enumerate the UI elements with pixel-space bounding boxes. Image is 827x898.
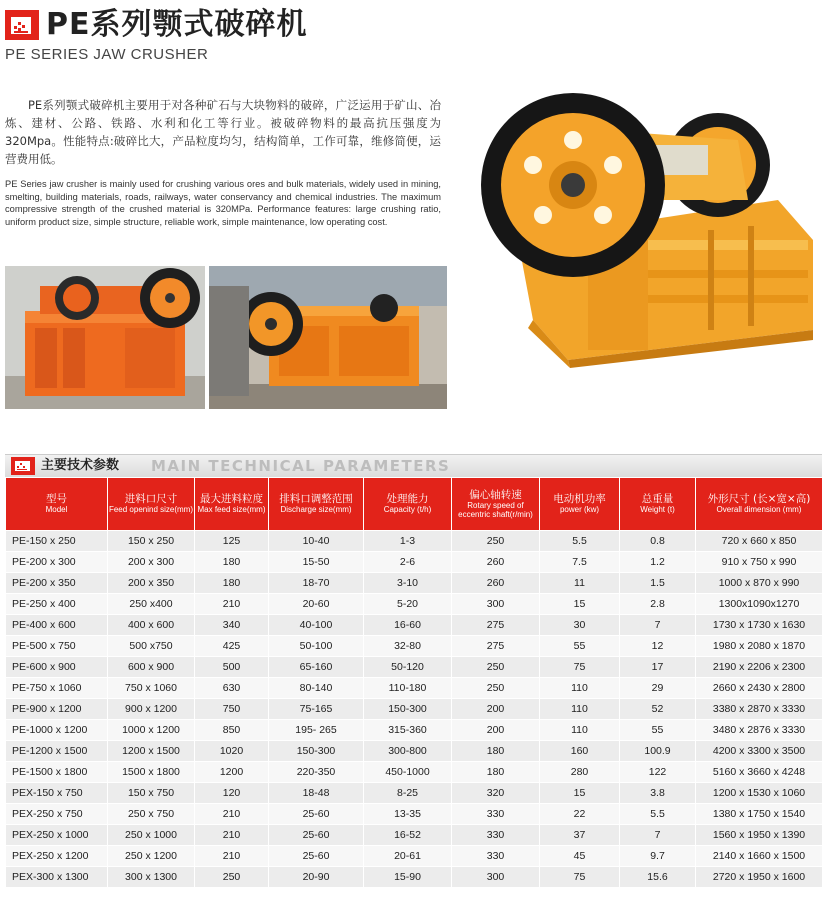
cell-max-feed: 125 — [195, 531, 269, 552]
cell-discharge: 25-60 — [269, 846, 364, 867]
cell-discharge: 65-160 — [269, 657, 364, 678]
cell-discharge: 10-40 — [269, 531, 364, 552]
cell-weight: 12 — [620, 636, 696, 657]
cell-feed-size: 150 x 250 — [108, 531, 195, 552]
cell-model: PEX-250 x 1200 — [6, 846, 108, 867]
cell-dimension: 910 x 750 x 990 — [696, 552, 823, 573]
column-header-power: 电动机功率 power (kw) — [540, 478, 620, 531]
cell-capacity: 16-52 — [364, 825, 452, 846]
cell-feed-size: 750 x 1060 — [108, 678, 195, 699]
cell-dimension: 1980 x 2080 x 1870 — [696, 636, 823, 657]
cell-power: 110 — [540, 699, 620, 720]
cell-model: PE-500 x 750 — [6, 636, 108, 657]
cell-model: PE-900 x 1200 — [6, 699, 108, 720]
cell-max-feed: 210 — [195, 825, 269, 846]
cell-model: PE-250 x 400 — [6, 594, 108, 615]
cell-max-feed: 210 — [195, 804, 269, 825]
cell-feed-size: 150 x 750 — [108, 783, 195, 804]
cell-model: PE-1200 x 1500 — [6, 741, 108, 762]
cell-power: 45 — [540, 846, 620, 867]
table-row — [6, 720, 823, 741]
cell-discharge: 50-100 — [269, 636, 364, 657]
cell-max-feed: 180 — [195, 552, 269, 573]
cell-weight: 52 — [620, 699, 696, 720]
cell-max-feed: 630 — [195, 678, 269, 699]
cell-power: 110 — [540, 678, 620, 699]
cell-capacity: 15-90 — [364, 867, 452, 888]
cell-discharge: 18-48 — [269, 783, 364, 804]
cell-dimension: 1730 x 1730 x 1630 — [696, 615, 823, 636]
table-header-row — [6, 478, 823, 531]
column-header-feed-size: 进料口尺寸 Feed openind size(mm) — [108, 478, 195, 531]
cell-capacity: 110-180 — [364, 678, 452, 699]
cell-rotary-speed: 320 — [452, 783, 540, 804]
cell-rotary-speed: 260 — [452, 552, 540, 573]
cell-model: PE-1500 x 1800 — [6, 762, 108, 783]
cell-discharge: 40-100 — [269, 615, 364, 636]
cell-discharge: 20-60 — [269, 594, 364, 615]
cell-max-feed: 425 — [195, 636, 269, 657]
cell-power: 30 — [540, 615, 620, 636]
table-row — [6, 678, 823, 699]
cell-capacity: 5-20 — [364, 594, 452, 615]
cell-rotary-speed: 330 — [452, 825, 540, 846]
column-header-max-feed: 最大进料粒度 Max feed size(mm) — [195, 478, 269, 531]
cell-capacity: 16-60 — [364, 615, 452, 636]
cell-max-feed: 120 — [195, 783, 269, 804]
section-title-english: MAIN TECHNICAL PARAMETERS — [151, 457, 451, 475]
cell-weight: 5.5 — [620, 804, 696, 825]
cell-weight: 9.7 — [620, 846, 696, 867]
cell-capacity: 32-80 — [364, 636, 452, 657]
cell-feed-size: 600 x 900 — [108, 657, 195, 678]
cell-max-feed: 850 — [195, 720, 269, 741]
column-header-capacity: 处理能力 Capacity (t/h) — [364, 478, 452, 531]
cell-rotary-speed: 330 — [452, 804, 540, 825]
cell-max-feed: 250 — [195, 867, 269, 888]
cell-rotary-speed: 250 — [452, 657, 540, 678]
cell-capacity: 3-10 — [364, 573, 452, 594]
table-row — [6, 594, 823, 615]
cell-dimension: 1560 x 1950 x 1390 — [696, 825, 823, 846]
cell-power: 11 — [540, 573, 620, 594]
table-row — [6, 657, 823, 678]
cell-max-feed: 1020 — [195, 741, 269, 762]
brand-logo-icon — [5, 10, 39, 40]
table-row — [6, 762, 823, 783]
cell-dimension: 1380 x 1750 x 1540 — [696, 804, 823, 825]
cell-weight: 122 — [620, 762, 696, 783]
column-header-weight: 总重量 Weight (t) — [620, 478, 696, 531]
cell-discharge: 25-60 — [269, 825, 364, 846]
cell-weight: 29 — [620, 678, 696, 699]
machine-photo-side — [209, 266, 447, 409]
column-header-rotary-speed: 偏心轴转速 Rotary speed of eccentric shaft(r/min) — [452, 478, 540, 531]
cell-model: PE-150 x 250 — [6, 531, 108, 552]
cell-power: 22 — [540, 804, 620, 825]
table-row — [6, 846, 823, 867]
cell-discharge: 18-70 — [269, 573, 364, 594]
cell-model: PEX-250 x 750 — [6, 804, 108, 825]
cell-model: PE-750 x 1060 — [6, 678, 108, 699]
cell-model: PE-200 x 350 — [6, 573, 108, 594]
cell-max-feed: 340 — [195, 615, 269, 636]
cell-power: 110 — [540, 720, 620, 741]
cell-weight: 7 — [620, 615, 696, 636]
cell-power: 55 — [540, 636, 620, 657]
cell-feed-size: 200 x 350 — [108, 573, 195, 594]
table-row — [6, 741, 823, 762]
table-row — [6, 636, 823, 657]
cell-feed-size: 1000 x 1200 — [108, 720, 195, 741]
cell-model: PEX-300 x 1300 — [6, 867, 108, 888]
cell-rotary-speed: 300 — [452, 594, 540, 615]
machine-photo-front — [5, 266, 205, 409]
cell-weight: 100.9 — [620, 741, 696, 762]
cell-dimension: 1200 x 1530 x 1060 — [696, 783, 823, 804]
table-row — [6, 783, 823, 804]
cell-feed-size: 900 x 1200 — [108, 699, 195, 720]
cell-capacity: 150-300 — [364, 699, 452, 720]
cell-weight: 7 — [620, 825, 696, 846]
cell-feed-size: 200 x 300 — [108, 552, 195, 573]
cell-capacity: 1-3 — [364, 531, 452, 552]
cell-weight: 1.2 — [620, 552, 696, 573]
cell-discharge: 15-50 — [269, 552, 364, 573]
cell-weight: 15.6 — [620, 867, 696, 888]
section-title-chinese: 主要技术参数 — [41, 458, 120, 473]
cell-dimension: 4200 x 3300 x 3500 — [696, 741, 823, 762]
cell-rotary-speed: 250 — [452, 678, 540, 699]
cell-discharge: 25-60 — [269, 804, 364, 825]
cell-capacity: 2-6 — [364, 552, 452, 573]
cell-power: 7.5 — [540, 552, 620, 573]
section-header-bar — [5, 454, 822, 477]
cell-rotary-speed: 260 — [452, 573, 540, 594]
cell-weight: 2.8 — [620, 594, 696, 615]
technical-parameters-table — [5, 477, 823, 888]
table-row — [6, 573, 823, 594]
cell-capacity: 20-61 — [364, 846, 452, 867]
cell-power: 160 — [540, 741, 620, 762]
column-header-discharge: 排料口调整范围 Discharge size(mm) — [269, 478, 364, 531]
section-logo-icon — [11, 457, 35, 475]
cell-capacity: 50-120 — [364, 657, 452, 678]
cell-weight: 17 — [620, 657, 696, 678]
cell-discharge: 75-165 — [269, 699, 364, 720]
table-row — [6, 531, 823, 552]
cell-discharge: 220-350 — [269, 762, 364, 783]
cell-rotary-speed: 200 — [452, 720, 540, 741]
page-title: PE系列颚式破碎机 — [46, 7, 308, 42]
cell-feed-size: 250 x400 — [108, 594, 195, 615]
column-header-dimension: 外形尺寸 (长×宽×高) Overall dimension (mm) — [696, 478, 823, 531]
cell-feed-size: 500 x750 — [108, 636, 195, 657]
cell-discharge: 20-90 — [269, 867, 364, 888]
cell-dimension: 2720 x 1950 x 1600 — [696, 867, 823, 888]
cell-rotary-speed: 250 — [452, 531, 540, 552]
table-row — [6, 825, 823, 846]
cell-max-feed: 210 — [195, 846, 269, 867]
cell-feed-size: 250 x 1200 — [108, 846, 195, 867]
cell-model: PEX-150 x 750 — [6, 783, 108, 804]
cell-dimension: 2660 x 2430 x 2800 — [696, 678, 823, 699]
cell-dimension: 1000 x 870 x 990 — [696, 573, 823, 594]
cell-power: 15 — [540, 594, 620, 615]
cell-max-feed: 180 — [195, 573, 269, 594]
cell-max-feed: 210 — [195, 594, 269, 615]
cell-weight: 55 — [620, 720, 696, 741]
cell-feed-size: 250 x 1000 — [108, 825, 195, 846]
cell-weight: 3.8 — [620, 783, 696, 804]
cell-feed-size: 400 x 600 — [108, 615, 195, 636]
cell-feed-size: 1500 x 1800 — [108, 762, 195, 783]
cell-power: 37 — [540, 825, 620, 846]
cell-rotary-speed: 275 — [452, 615, 540, 636]
description-english: PE Series jaw crusher is mainly used for crushing various ores and bulk materials, widely used in mining, smelting, building materials, roads, railways, water conservancy and chemical industries. The maximum compressive strength of the crushed material is 320MPa. Performance features: large crushing ratio, uniform product size, simple structure, reliable work, simple maintenance, low operating cost. — [5, 179, 441, 227]
description-chinese: PE系列颚式破碎机主要用于对各种矿石与大块物料的破碎，广泛运用于矿山、冶炼、建材、公路、铁路、水利和化工等行业。被破碎物料的最高抗压强度为320Mpa。性能特点:破碎比大，产品粒度均匀，结构简单，工作可靠，维修简便，运营费用低。 — [5, 98, 441, 166]
table-row — [6, 552, 823, 573]
cell-dimension: 2190 x 2206 x 2300 — [696, 657, 823, 678]
cell-capacity: 13-35 — [364, 804, 452, 825]
cell-discharge: 195- 265 — [269, 720, 364, 741]
table-row — [6, 699, 823, 720]
cell-capacity: 300-800 — [364, 741, 452, 762]
cell-rotary-speed: 275 — [452, 636, 540, 657]
cell-power: 5.5 — [540, 531, 620, 552]
cell-feed-size: 300 x 1300 — [108, 867, 195, 888]
cell-capacity: 450-1000 — [364, 762, 452, 783]
cell-dimension: 1300x1090x1270 — [696, 594, 823, 615]
cell-weight: 0.8 — [620, 531, 696, 552]
cell-rotary-speed: 200 — [452, 699, 540, 720]
table-row — [6, 804, 823, 825]
cell-model: PE-1000 x 1200 — [6, 720, 108, 741]
cell-dimension: 3480 x 2876 x 3330 — [696, 720, 823, 741]
cell-model: PE-400 x 600 — [6, 615, 108, 636]
page-subtitle: PE SERIES JAW CRUSHER — [5, 46, 209, 63]
cell-discharge: 150-300 — [269, 741, 364, 762]
cell-power: 15 — [540, 783, 620, 804]
table-row — [6, 867, 823, 888]
cell-dimension: 5160 x 3660 x 4248 — [696, 762, 823, 783]
cell-model: PE-600 x 900 — [6, 657, 108, 678]
cell-power: 75 — [540, 657, 620, 678]
cell-feed-size: 250 x 750 — [108, 804, 195, 825]
cell-max-feed: 1200 — [195, 762, 269, 783]
machine-photo-main — [478, 90, 818, 370]
cell-power: 75 — [540, 867, 620, 888]
cell-discharge: 80-140 — [269, 678, 364, 699]
cell-rotary-speed: 180 — [452, 741, 540, 762]
cell-dimension: 720 x 660 x 850 — [696, 531, 823, 552]
cell-power: 280 — [540, 762, 620, 783]
cell-capacity: 8-25 — [364, 783, 452, 804]
cell-model: PE-200 x 300 — [6, 552, 108, 573]
table-row — [6, 615, 823, 636]
cell-capacity: 315-360 — [364, 720, 452, 741]
cell-model: PEX-250 x 1000 — [6, 825, 108, 846]
cell-rotary-speed: 300 — [452, 867, 540, 888]
cell-dimension: 2140 x 1660 x 1500 — [696, 846, 823, 867]
cell-feed-size: 1200 x 1500 — [108, 741, 195, 762]
cell-rotary-speed: 180 — [452, 762, 540, 783]
cell-dimension: 3380 x 2870 x 3330 — [696, 699, 823, 720]
cell-weight: 1.5 — [620, 573, 696, 594]
cell-rotary-speed: 330 — [452, 846, 540, 867]
cell-max-feed: 500 — [195, 657, 269, 678]
cell-max-feed: 750 — [195, 699, 269, 720]
column-header-model: 型号 Model — [6, 478, 108, 531]
